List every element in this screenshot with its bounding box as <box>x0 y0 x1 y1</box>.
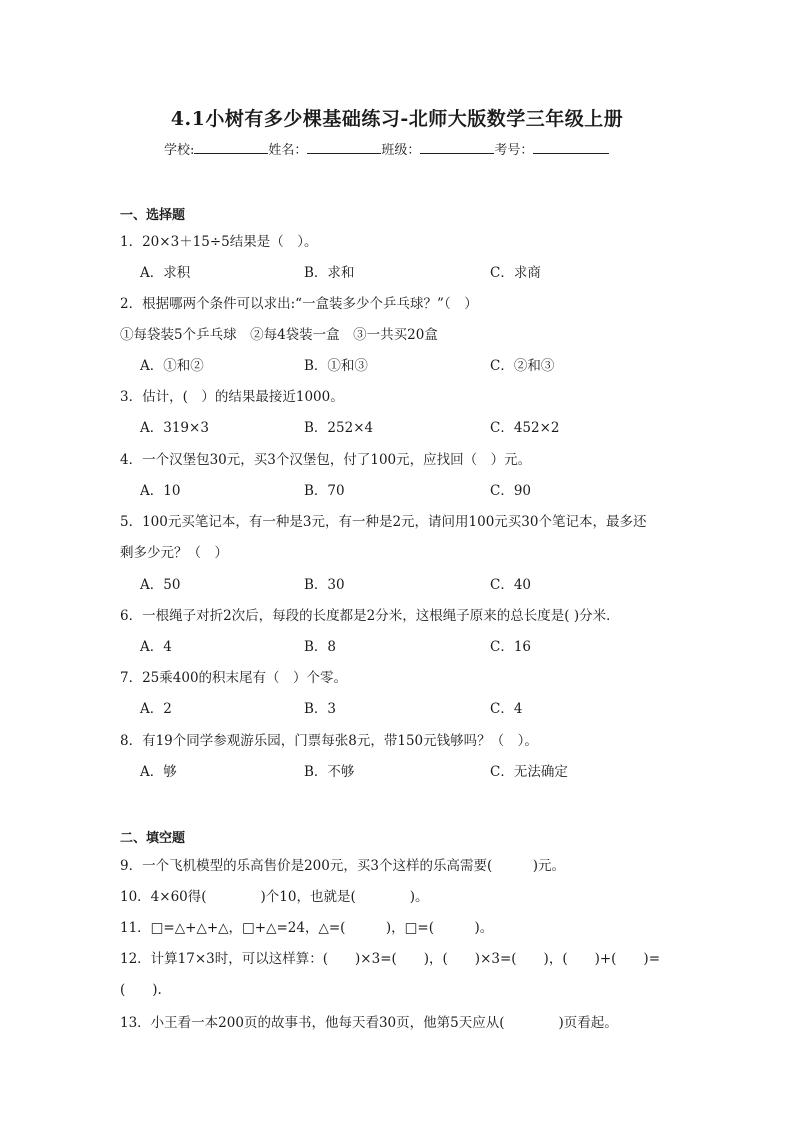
question-5: 5．100元买笔记本，有一种是3元，有一种是2元，请问用100元买30个笔记本，最多还 <box>120 514 647 530</box>
school-blank[interactable] <box>194 140 268 154</box>
name-blank[interactable] <box>307 140 381 154</box>
exam-no-label: 考号： <box>494 143 534 158</box>
exam-no-blank[interactable] <box>533 140 609 154</box>
q4-option-a[interactable]: A．10 <box>140 483 181 499</box>
q8-option-b[interactable]: B．不够 <box>304 764 355 780</box>
section-heading-fill: 二、填空题 <box>120 831 186 846</box>
q8-option-a[interactable]: A．够 <box>140 764 177 780</box>
question-11: 11．□=△+△+△，□+△=24，△=( )，□=( )。 <box>120 920 494 936</box>
question-6: 6．一根绳子对折2次后，每段的长度都是2分米，这根绳子原来的总长度是( )分米． <box>120 608 620 624</box>
q2-option-c[interactable]: C．②和③ <box>490 358 555 374</box>
name-label: 姓名： <box>268 143 308 158</box>
q7-option-c[interactable]: C．4 <box>490 701 523 717</box>
question-1: 1．20×3＋15÷5结果是（ ）。 <box>120 234 318 250</box>
section-heading-choice: 一、选择题 <box>120 208 186 223</box>
page-title: 4.1小树有多少棵基础练习-北师大版数学三年级上册 <box>170 108 624 130</box>
q6-option-a[interactable]: A．4 <box>140 639 172 655</box>
q8-option-c[interactable]: C．无法确定 <box>490 764 568 780</box>
question-12-cont: ( ). <box>120 982 162 998</box>
question-12: 12．计算17×3时，可以这样算：( )×3=( )，( )×3=( )，( )+( )= <box>120 951 661 967</box>
question-2: 2．根据哪两个条件可以求出:“一盒装多少个乒乓球？”（ ） <box>120 296 478 312</box>
question-5-cont: 剩多少元？（ ） <box>120 545 228 561</box>
q6-option-c[interactable]: C．16 <box>490 639 532 655</box>
question-4: 4．一个汉堡包30元，买3个汉堡包，付了100元，应找回（ ）元。 <box>120 452 532 468</box>
q6-option-b[interactable]: B．8 <box>304 639 337 655</box>
student-info-line <box>164 139 664 158</box>
q5-option-c[interactable]: C．40 <box>490 577 532 593</box>
class-label: 班级： <box>381 143 421 158</box>
question-10: 10．4×60得( )个10，也就是( )。 <box>120 889 429 905</box>
question-3: 3．估计，( ）的结果最接近1000。 <box>120 389 344 405</box>
question-2-conditions: ①每袋装5个乒乓球 ②每4袋装一盒 ③一共买20盒 <box>120 327 438 343</box>
q3-option-c[interactable]: C．452×2 <box>490 420 560 436</box>
q2-option-a[interactable]: A．①和② <box>140 358 204 374</box>
question-9: 9．一个飞机模型的乐高售价是200元，买3个这样的乐高需要( )元。 <box>120 858 565 874</box>
question-8: 8．有19个同学参观游乐园，门票每张8元，带150元钱够吗？（ ）。 <box>120 733 538 749</box>
q5-option-b[interactable]: B．30 <box>304 577 345 593</box>
q7-option-b[interactable]: B．3 <box>304 701 337 717</box>
q3-option-a[interactable]: A．319×3 <box>140 420 209 436</box>
q4-option-b[interactable]: B．70 <box>304 483 345 499</box>
q1-option-a[interactable]: A．求积 <box>140 265 191 281</box>
question-13: 13．小王看一本200页的故事书，他每天看30页，他第5天应从( )页看起。 <box>120 1015 618 1031</box>
q7-option-a[interactable]: A．2 <box>140 701 172 717</box>
q5-option-a[interactable]: A．50 <box>140 577 181 593</box>
q3-option-b[interactable]: B．252×4 <box>304 420 374 436</box>
q2-option-b[interactable]: B．①和③ <box>304 358 368 374</box>
q1-option-b[interactable]: B．求和 <box>304 265 355 281</box>
class-blank[interactable] <box>420 140 494 154</box>
q4-option-c[interactable]: C．90 <box>490 483 532 499</box>
school-label: 学校: <box>164 143 195 158</box>
question-7: 7．25乘400的积末尾有（ ）个零。 <box>120 670 348 686</box>
q1-option-c[interactable]: C．求商 <box>490 265 541 281</box>
